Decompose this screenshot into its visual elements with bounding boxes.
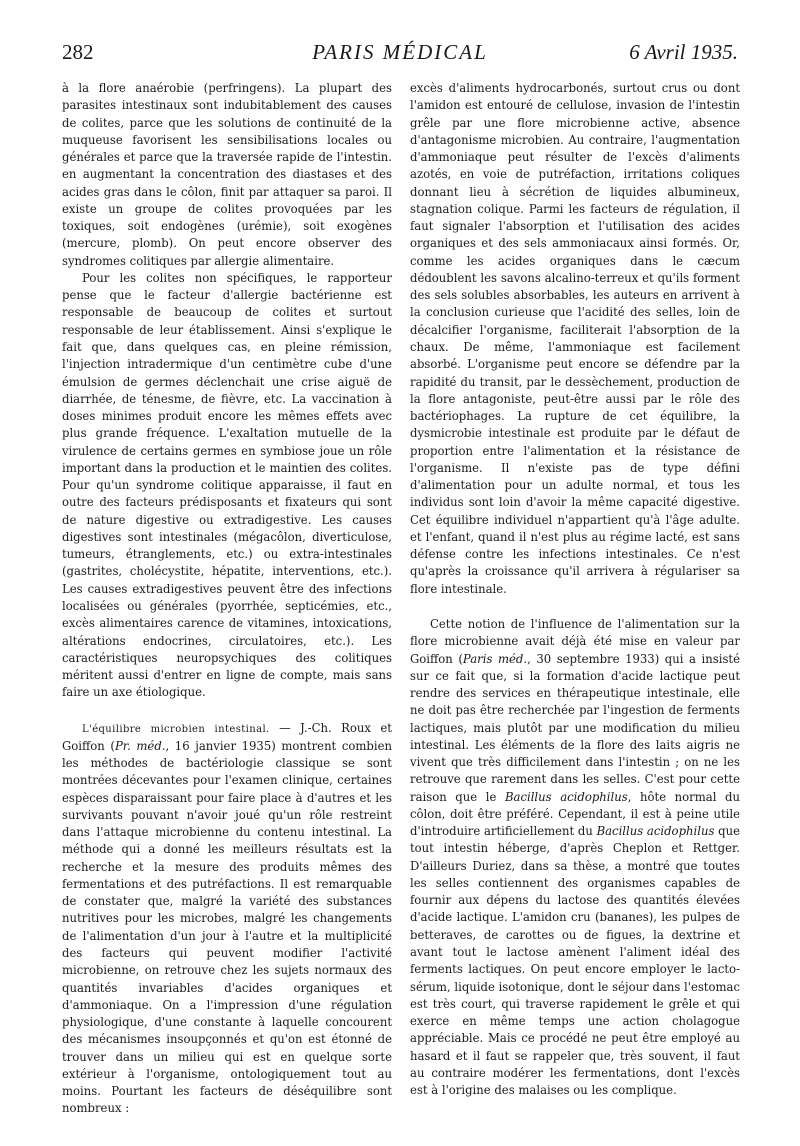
issue-date: 6 Avril 1935. [629,40,738,64]
right-text-a: Cette notion de l'influence de l'alimentation sur la flore microbienne avait déjà été mise en valeur par Goiffon ( [410,616,740,666]
right-text-b: , 30 septembre 1933) qui a insisté sur ce fait que, si la formation d'acide lactique peut rendre des services en thérapeutique intestinale, elle ne doit pas être recherchée par l'ingestion de ferments lactiques, mais plutôt par une modification du milieu intestinal. Les éléments de la flore des laits aigris ne vivent que très difficilement dans l'intestin ; on ne les retrouve que rarement dans les selles. C'est pour cette raison que le [410,651,740,804]
authors-text-a: — J.-Ch. Roux et Goiffon ( [62,720,392,753]
left-column [62,80,392,1120]
left-paragraph-3 [62,720,392,1118]
left-paragraph-2: Pour les colites non spécifiques, le rapporteur pense que le facteur d'allergie bactérienne est responsable de beaucoup de colites et surtout responsable de leur établissement. Ainsi s'explique le fait que, dans quelques cas, en pleine rémission, l'injection intradermique d'un centimètre cube d'une émulsion de germes déclenchait une crise aiguë de diarrhée, de ténesme, de fièvre, etc. La vaccination à doses minimes produit encore les mêmes effets avec plus grande fréquence. L'exaltation mutuelle de la virulence de certains germes en symbiose joue un rôle important dans la production et le maintien des colites. Pour qu'un syndrome colitique apparaisse, il faut en outre des facteurs prédisposants et fixateurs qui sont de nature digestive ou extradigestive. Les causes digestives sont intestinales (mégacôlon, diverticulose, tumeurs, étranglements, etc.) ou extra-intestinales (gastrites, cholécystite, hépatite, interventions, etc.). Les causes extradigestives peuvent être des infections localisées ou générales (pyorrhée, septicémies, etc., excès alimentaires carence de vitamines, intoxications, altérations endocrines, circulatoires, etc.). Les caractéristiques neuropsychiques des colitiques méritent aussi d'entrer en ligne de compte, mais sans faire un axe étiologique. [62,270,392,700]
section-body: combien les méthodes de bactériologie classique se sont montrées décevantes pour l'examen clinique, certaines espèces disparaissant pour faire place à d'autres et les survivants pouvant n'avoir joué qu'un rôle restreint dans l'attaque microbienne du contenu intestinal. La méthode qui a donné les meilleurs résultats est la recherche et la mesure des produits mêmes des fermentations et des putréfactions. Il est remarquable de constater que, malgré la variété des substances nutritives pour les microbes, malgré les changements de l'alimentation d'un jour à l'autre et la multiplicité des facteurs qui peuvent modifier l'activité microbienne, on retrouve chez les sujets normaux des quantités invariables d'acides organiques et d'ammoniaque. On a l'impression d'une régulation physiologique, d'une constante à laquelle concourent des mécanismes insoupçonnés et qu'on est étonné de trouver dans un milieu qui est en quelque sorte extérieur à l'organisme, ontologiquement tout au moins. Pourtant les facteurs de déséquilibre sont nombreux : [62,738,392,1116]
source-citation: Pr. méd. [114,738,166,753]
right-paragraph-2 [410,616,740,1099]
left-paragraph-1: à la flore anaérobie (perfringens). La plupart des parasites intestinaux sont indubitablement des causes de colites, parce que les solutions de continuité de la muqueuse favorisent les sensibilisations locales ou générales et parce que la traversée rapide de l'intestin. en augmentant la concentration des diastases et des acides gras dans le côlon, finit par attaquer sa paroi. Il existe un groupe de colites provoquées par les toxiques, soit endogènes (urémie), soit exogènes (mercure, plomb). On peut encore observer des syndromes colitiques par allergie alimentaire. [62,81,392,268]
right-column [410,80,740,1120]
journal-title: PARIS MÉDICAL [312,40,488,64]
right-source-citation: Paris méd. [462,651,528,666]
bacillus-name-2: Bacillus acidophilus [596,824,715,839]
page-number: 282 [62,40,94,64]
page-header [62,40,738,74]
right-text-c: , hôte normal du côlon, doit être préféré. Cependant, il est à peine utile d'introduire artificiellement du [410,789,740,839]
section-heading: L'équilibre microbien intestinal. [82,723,270,735]
right-text-d: que tout intestin héberge, d'après Cheplon et Rettger. D'ailleurs Duriez, dans sa thèse, a montré que toutes les selles contiennent des organismes capables de fournir aux dépens du lactose des quantités élevées d'acide lactique. L'amidon cru (bananes), les pulpes de betteraves, de carottes ou de figues, la dextrine et avant tout le lactose amènent l'aliment idéal des ferments lactiques. On peut encore employer le lacto-sérum, liquide isotonique, dont le séjour dans l'estomac est très court, qui traverse rapidement le grêle et qui exerce en même temps une action cholagogue appréciable. Mais ce procédé ne peut être employé au hasard et il faut se rappeler que, très souvent, il faut au contraire modérer les fermentations, dont l'excès est à l'origine des malaises ou les complique. [410,824,740,1098]
bacillus-name-1: Bacillus acidophilus [504,789,628,804]
authors-text-b: , 16 janvier 1935) montrent [165,738,337,753]
right-paragraph-1: excès d'aliments hydrocarbonés, surtout crus ou dont l'amidon est entouré de cellulose, invasion de l'intestin grêle par une flore microbienne active, absence d'antagonisme microbien. Au contraire, l'augmentation d'ammoniaque peut résulter de l'excès d'aliments azotés, en voie de putréfaction, irritations coliques donnant lieu à sécrétion de liquides albumineux, stagnation colique. Parmi les facteurs de régulation, il faut signaler l'absorption et l'utilisation des acides organiques et des sels ammoniacaux ainsi formés. Or, comme les acides organiques dans le cæcum dédoublent les savons alcalino-terreux et qu'ils forment des sels solubles absorbables, les auteurs en arrivent à la conclusion curieuse que l'acidité des selles, loin de décalcifier l'organisme, faciliterait l'absorption de la chaux. De même, l'ammoniaque est facilement absorbé. L'organisme peut encore se défendre par la rapidité du transit, par le dessèchement, production de la flore antagoniste, peut-être aussi par le rôle des bactériophages. La rupture de cet équilibre, la dysmicrobie intestinale est produite par le défaut de proportion entre l'alimentation et la résistance de l'organisme. Il n'existe pas de type défini d'alimentation pour un adulte normal, et tous les individus sont loin d'avoir la même capacité digestive. Cet équilibre individuel n'appartient qu'à l'âge adulte. et l'enfant, quand il n'est plus au régime lacté, est sans défense contre les infections intestinales. Ce n'est qu'après la croissance qu'il arrivera à régulariser sa flore intestinale. [410,81,740,596]
